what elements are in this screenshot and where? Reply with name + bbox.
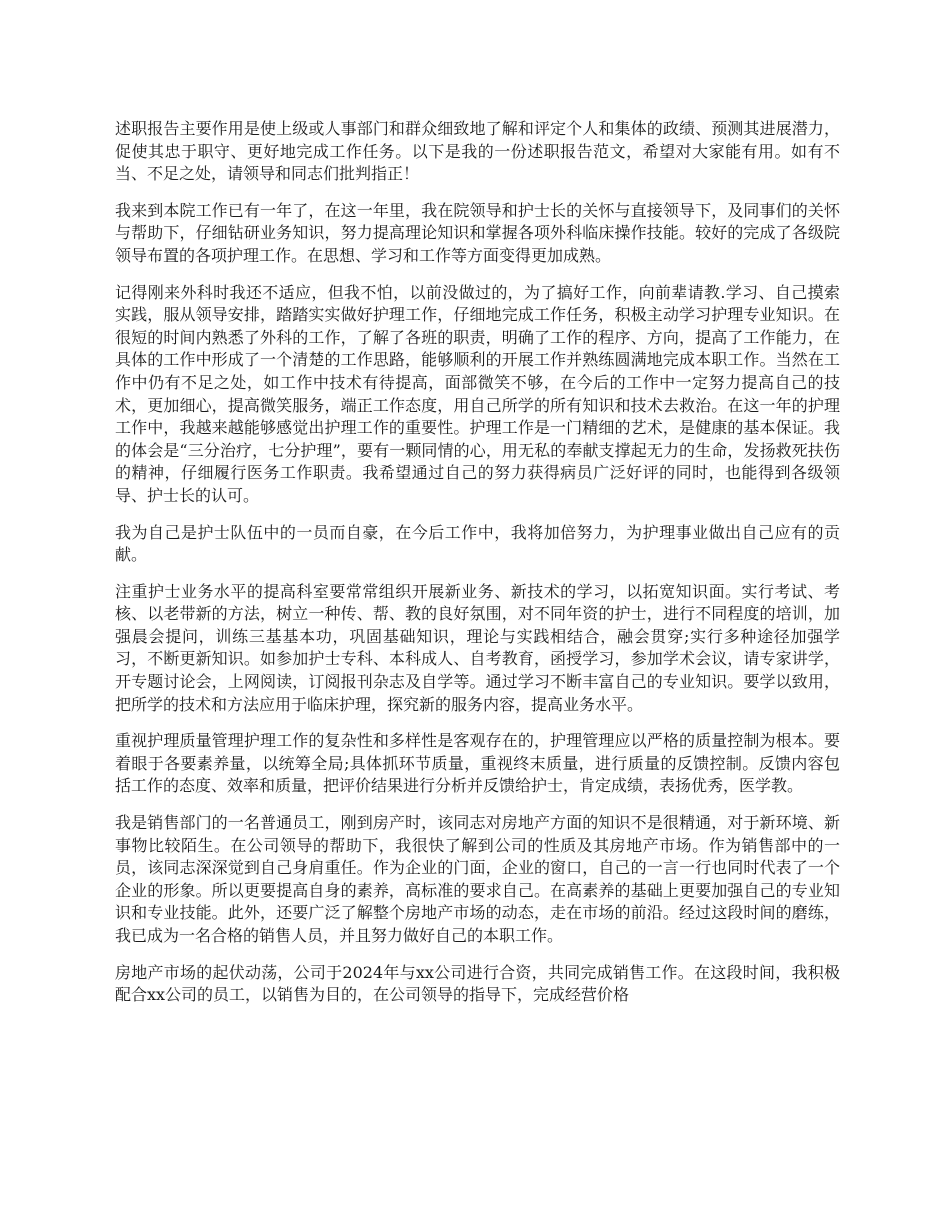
paragraph-pride: 我为自己是护士队伍中的一员而自豪，在今后工作中，我将加倍努力，为护理事业做出自己应有的贡献。	[115, 522, 840, 565]
paragraph-real-estate-market: 房地产市场的起伏动荡，公司于2024年与xx公司进行合资，共同完成销售工作。在这段时间，我积极配合xx公司的员工，以销售为目的，在公司领导的指导下，完成经营价格	[115, 962, 840, 1005]
paragraph-intro: 述职报告主要作用是使上级或人事部门和群众细致地了解和评定个人和集体的政绩、预测其进展潜力，促使其忠于职守、更好地完成工作任务。以下是我的一份述职报告范文，希望对大家能有用。如有不当、不足之处，请领导和同志们批判指正！	[115, 119, 840, 184]
paragraph-quality-management: 重视护理质量管理护理工作的复杂性和多样性是客观存在的，护理管理应以严格的质量控制为根本。要着眼于各要素养量，以统筹全局;具体抓环节质量，重视终末质量，进行质量的反馈控制。反馈内容包括工作的态度、效率和质量，把评价结果进行分析并反馈给护士，肯定成绩，表扬优秀，医学教。	[115, 731, 840, 796]
paragraph-surgery-experience: 记得刚来外科时我还不适应，但我不怕，以前没做过的，为了搞好工作，向前辈请教.学习、自己摸索实践，服从领导安排，踏踏实实做好护理工作，仔细地完成工作任务，积极主动学习护理专业知识。在很短的时间内熟悉了外科的工作，了解了各班的职责，明确了工作的程序、方向，提高了工作能力，在具体的工作中形成了一个清楚的工作思路，能够顺利的开展工作并熟练圆满地完成本职工作。当然在工作中仍有不足之处，如工作中技术有待提高，面部微笑不够，在今后的工作中一定努力提高自己的技术，更加细心，提高微笑服务，端正工作态度，用自己所学的所有知识和技术去救治。在这一年的护理工作中，我越来越能够感觉出护理工作的重要性。护理工作是一门精细的艺术，是健康的基本保证。我的体会是“三分治疗，七分护理”，要有一颗同情的心，用无私的奉献支撑起无力的生命，发扬救死扶伤的精神，仔细履行医务工作职责。我希望通过自己的努力获得病员广泛好评的同时，也能得到各级领导、护士长的认可。	[115, 282, 840, 505]
paragraph-one-year-work: 我来到本院工作已有一年了，在这一年里，我在院领导和护士长的关怀与直接领导下，及同事们的关怀与帮助下，仔细钻研业务知识，努力提高理论知识和掌握各项外科临床操作技能。较好的完成了各级院领导布置的各项护理工作。在思想、学习和工作等方面变得更加成熟。	[115, 200, 840, 265]
paragraph-sales-employee: 我是销售部门的一名普通员工，刚到房产时，该同志对房地产方面的知识不是很精通，对于新环境、新事物比较陌生。在公司领导的帮助下，我很快了解到公司的性质及其房地产市场。作为销售部中的一员，该同志深深觉到自己身肩重任。作为企业的门面，企业的窗口，自己的一言一行也同时代表了一个企业的形象。所以更要提高自身的素养，高标准的要求自己。在高素养的基础上更要加强自己的专业知识和专业技能。此外，还要广泛了解整个房地产市场的动态，走在市场的前沿。经过这段时间的磨练，我已成为一名合格的销售人员，并且努力做好自己的本职工作。	[115, 813, 840, 945]
document-page	[115, 118, 840, 1021]
paragraph-nurse-skills: 注重护士业务水平的提高科室要常常组织开展新业务、新技术的学习，以拓宽知识面。实行考试、考核、以老带新的方法，树立一种传、帮、教的良好氛围，对不同年资的护士，进行不同程度的培训，加强晨会提问，训练三基基本功，巩固基础知识，理论与实践相结合，融会贯穿;实行多种途径加强学习，不断更新知识。如参加护士专科、本科成人、自考教育，函授学习，参加学术会议，请专家讲学，开专题讨论会，上网阅读，订阅报刊杂志及自学等。通过学习不断丰富自己的专业知识。要学以致用，把所学的技术和方法应用于临床护理，探究新的服务内容，提高业务水平。	[115, 581, 840, 714]
